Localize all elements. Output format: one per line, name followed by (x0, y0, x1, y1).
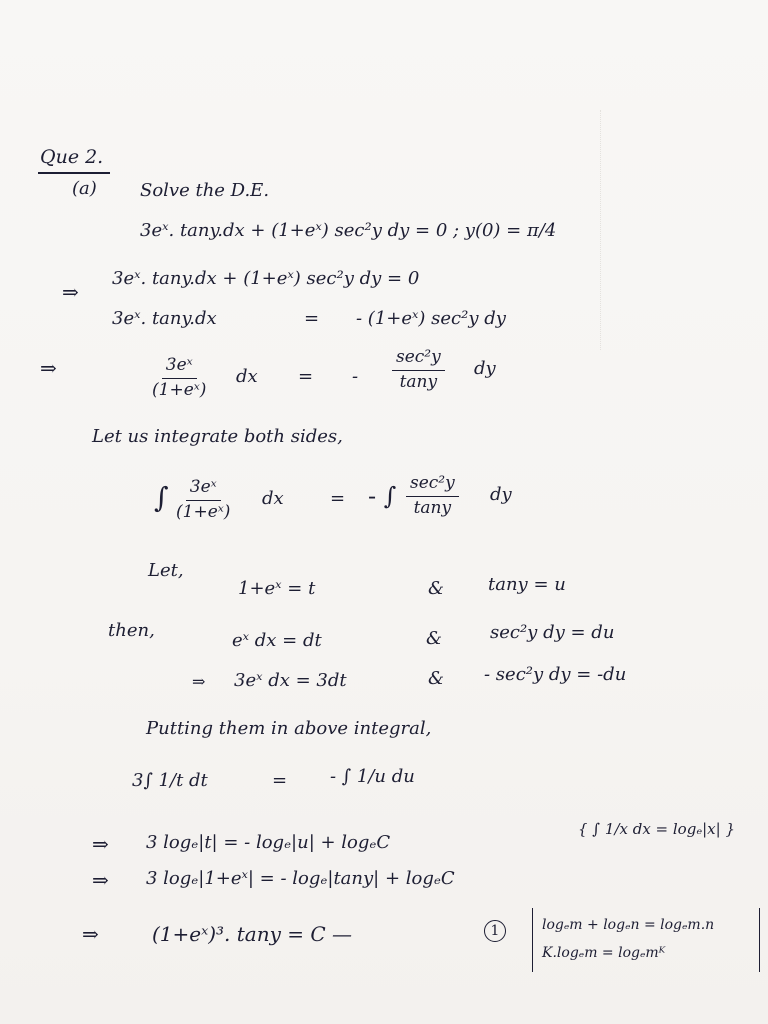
step3-lhs-differential: dx (262, 488, 284, 509)
problem-equation: 3eˣ. tany.dx + (1+eˣ) sec²y dy = 0 ; y(0) = π/4 (140, 220, 557, 241)
implies-arrow: ⇒ (62, 280, 79, 304)
question-number: Que 2. (40, 146, 104, 168)
implies-arrow: ⇒ (192, 672, 206, 691)
step4-rhs: - ∫ 1/u du (330, 766, 415, 787)
step3-lhs-fraction (172, 478, 234, 522)
fraction-numerator: 3eˣ (186, 478, 221, 501)
implies-arrow: ⇒ (92, 868, 109, 892)
fraction-numerator: sec²y (406, 474, 459, 497)
step3-rhs-fraction (406, 474, 459, 518)
let-substitution-a: 1+eˣ = t (238, 578, 316, 599)
step3-rhs-prefix: - ∫ (368, 482, 397, 510)
fraction-denominator: (1+eˣ) (176, 501, 231, 522)
then-derivative-b: sec²y dy = du (490, 622, 615, 643)
step3-rhs-differential: dy (490, 484, 512, 505)
step2-minus: - (352, 366, 359, 387)
step2-lhs-fraction (148, 356, 210, 400)
then2-ampersand: & (428, 668, 445, 689)
log-rule-line1: logₑm + logₑn = logₑm.n (542, 917, 715, 933)
step2-lhs-differential: dx (236, 366, 258, 387)
putting-instruction: Putting them in above integral, (146, 718, 432, 739)
log-rule-line2: K.logₑm = logₑmᴷ (542, 945, 666, 961)
step1-line2-lhs: 3eˣ. tany.dx (112, 308, 217, 329)
question-underline (38, 172, 110, 174)
implies-arrow: ⇒ (92, 832, 109, 856)
let-ampersand: & (428, 578, 445, 599)
fraction-denominator: (1+eˣ) (152, 379, 207, 400)
step2-rhs-differential: dy (474, 358, 496, 379)
equation-number-one: 1 (484, 920, 506, 942)
then2-derivative-b: - sec²y dy = -du (484, 664, 627, 685)
integral-sign: ∫ (154, 481, 169, 514)
then-ampersand: & (426, 628, 443, 649)
fraction-numerator: 3eˣ (162, 356, 197, 379)
step6-log-equation: 3 logₑ|1+eˣ| = - logₑ|tany| + logₑC (146, 868, 455, 889)
step4-equals: = (272, 770, 288, 791)
implies-arrow: ⇒ (82, 922, 99, 946)
then2-derivative-a: 3eˣ dx = 3dt (234, 670, 347, 691)
step3-equals: = (330, 488, 346, 509)
step1-line1: 3eˣ. tany.dx + (1+eˣ) sec²y dy = 0 (112, 268, 420, 289)
step2-equals: = (298, 366, 314, 387)
part-label: (a) (72, 178, 97, 199)
integrate-instruction: Let us integrate both sides, (92, 426, 343, 447)
let-substitution-b: tany = u (488, 574, 566, 595)
step1-line2-rhs: - (1+eˣ) sec²y dy (356, 308, 506, 329)
then-label: then, (108, 620, 155, 641)
let-label: Let, (148, 560, 184, 581)
equation-reference (484, 920, 506, 942)
step2-rhs-fraction (392, 348, 445, 392)
step4-lhs: 3∫ 1/t dt (132, 770, 208, 791)
step5-log-equation: 3 logₑ|t| = - logₑ|u| + logₑC (146, 832, 391, 853)
step7-final-equation: (1+eˣ)³. tany = C — (152, 922, 353, 946)
bleed-through-marks (600, 110, 741, 350)
step5-log-rule-note: { ∫ 1/x dx = logₑ|x| } (578, 820, 736, 838)
then-derivative-a: eˣ dx = dt (232, 630, 322, 651)
fraction-numerator: sec²y (392, 348, 445, 371)
task-text: Solve the D.E. (140, 180, 270, 201)
fraction-denominator: tany (399, 371, 438, 392)
implies-arrow: ⇒ (40, 356, 57, 380)
fraction-denominator: tany (413, 497, 452, 518)
step1-line2-eq: = (304, 308, 320, 329)
